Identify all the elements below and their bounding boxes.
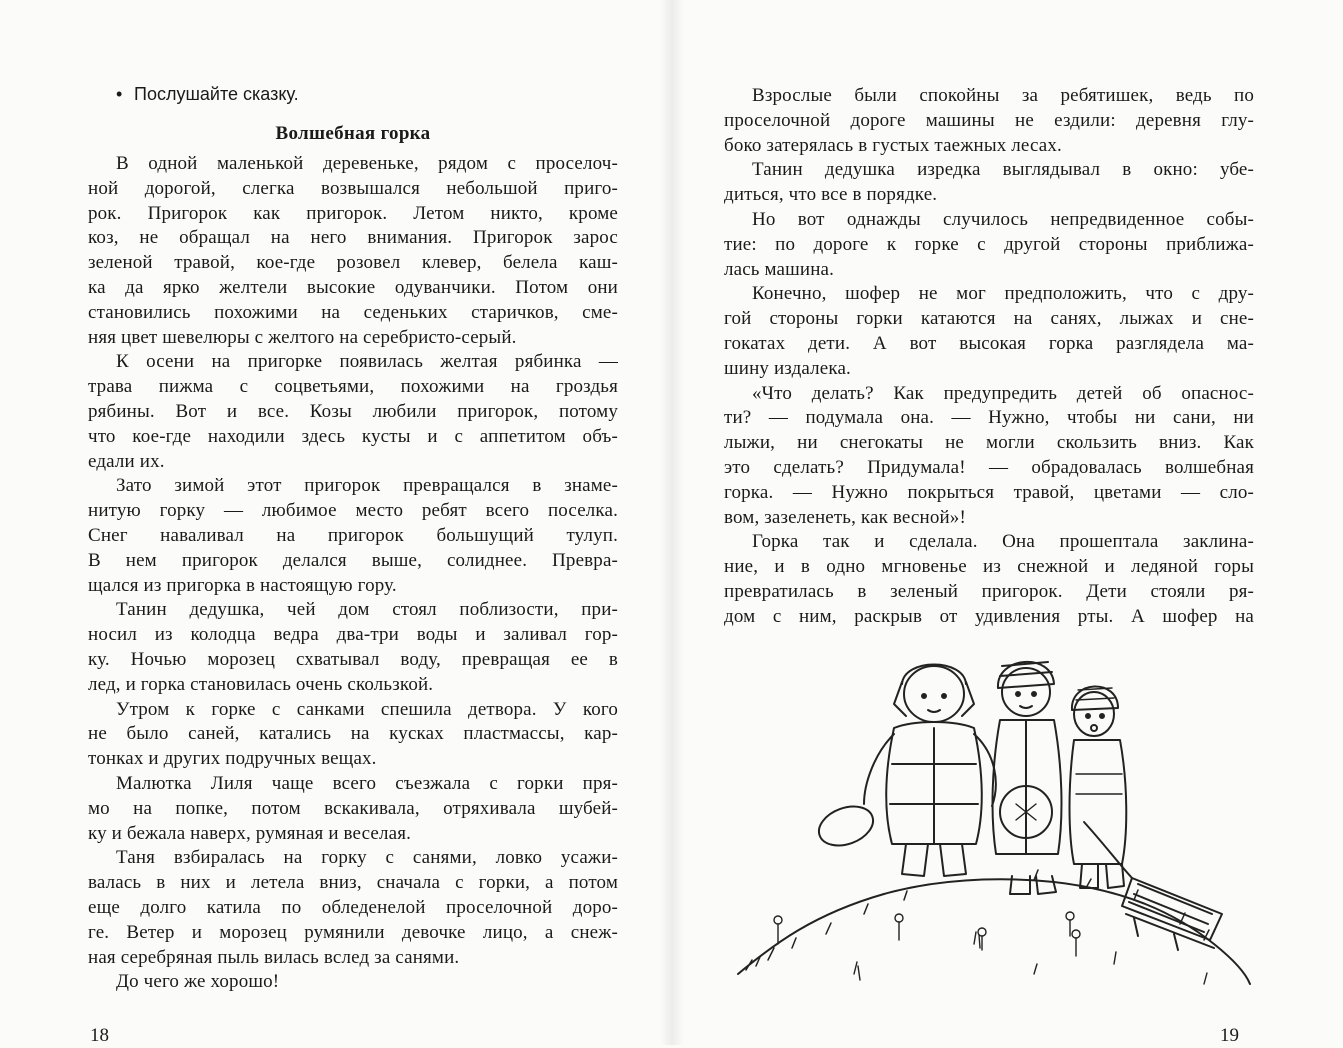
- text-line: мо на попке, потом вскакивала, отряхивала шубей-: [88, 797, 618, 819]
- story-title: Волшебная горка: [275, 123, 431, 144]
- text-line: ти? — подумала она. — Нужно, чтобы ни сани, ни: [724, 407, 1254, 429]
- text-line: «Что делать? Как предупредить детей об опаснос-: [752, 382, 1254, 404]
- text-line: Зато зимой этот пригорок превращался в знаме-: [116, 475, 618, 497]
- instruction-line: [116, 82, 299, 106]
- bullet-icon: •: [116, 84, 123, 104]
- text-line: еще долго катила по обледенелой проселочной доро-: [88, 896, 618, 918]
- text-line: тонках и других подручных вещах.: [88, 748, 377, 770]
- story-text-right: [724, 84, 1254, 630]
- text-line: что кое-где находили здесь кусты и с аппетитом объ-: [88, 425, 618, 447]
- text-line: носил из колодца ведра два-три воды и заливал гор-: [88, 624, 618, 646]
- text-line: диться, что все в порядке.: [724, 184, 938, 206]
- text-line: Горка так и сделала. Она прошептала заклина-: [752, 531, 1254, 553]
- text-line: превратилась в зеленый пригорок. Дети стояли ря-: [724, 580, 1254, 602]
- text-line: До чего же хорошо!: [116, 971, 280, 993]
- child-left: [814, 665, 996, 877]
- text-line: не было саней, катались на кусках пластмассы, кар-: [88, 723, 618, 745]
- text-line: вом, зазеленеть, как весной»!: [724, 506, 966, 528]
- text-line: В одной маленькой деревеньке, рядом с проселоч-: [116, 153, 618, 174]
- text-line: лед, и горка становилась очень скользкой.: [88, 673, 434, 695]
- text-line: коз, не обращал на него внимания. Пригорок зарос: [88, 227, 618, 249]
- text-line: рок. Пригорок как пригорок. Летом никто, кроме: [88, 202, 618, 224]
- text-line: ку. Ночью морозец схватывал воду, превращая ее в: [88, 648, 618, 670]
- text-line: это сделать? Придумала! — обрадовалась волшебная: [724, 456, 1254, 478]
- text-line: рябины. Вот и все. Козы любили пригорок, потому: [88, 400, 618, 422]
- page-right: [724, 0, 1254, 1045]
- text-line: Но вот однажды случилось непредвиденное собы-: [752, 208, 1254, 230]
- text-line: боко затерялась в густых таежных лесах.: [724, 134, 1062, 156]
- text-line: ге. Ветер и морозец румянили девочке лицо, а снеж-: [88, 921, 618, 943]
- text-line: Танин дедушка изредка выглядывал в окно: убе-: [752, 159, 1254, 181]
- text-line: шину издалека.: [724, 357, 851, 379]
- text-line: К осени на пригорке появилась желтая рябинка —: [116, 351, 618, 373]
- text-line: трава пижма с соцветьями, похожими на гроздья: [88, 376, 618, 398]
- text-line: ная серебряная пыль вилась вслед за санями.: [88, 946, 460, 968]
- text-line: лась машина.: [724, 258, 835, 280]
- instruction-text: Послушайте сказку.: [134, 84, 299, 104]
- text-line: Танин дедушка, чей дом стоял поблизости, при-: [116, 599, 618, 621]
- text-line: гой стороны горки катаются на санях, лыжах и сне-: [724, 308, 1254, 330]
- text-line: нитую горку — любимое место ребят всего поселка.: [88, 500, 618, 522]
- text-line: ние, и в одно мгновенье из снежной и ледяной горы: [724, 556, 1254, 578]
- text-line: няя цвет шевелюры с желтого на серебристо-серый.: [88, 326, 517, 348]
- text-line: Взрослые были спокойны за ребятишек, ведь по: [752, 85, 1254, 106]
- page-left: [88, 0, 618, 1045]
- text-line: гокатах дети. А вот высокая горка разглядела ма-: [724, 332, 1254, 354]
- story-text-left: [88, 152, 618, 995]
- book-gutter: [660, 0, 684, 1045]
- text-line: Снег наваливал на пригорок большущий тулуп.: [88, 524, 618, 546]
- text-line: становились похожими на седеньких старичков, сме-: [88, 301, 618, 323]
- text-line: В нем пригорок делался выше, солиднее. Превра-: [88, 549, 618, 571]
- text-line: лыжи, ни снегокаты не могли скользить вниз. Как: [724, 432, 1254, 454]
- text-line: тие: по дороге к горке с другой стороны приближа-: [724, 233, 1254, 255]
- child-right: [1070, 686, 1127, 888]
- text-line: проселочной дороге машины не ездили: деревня глу-: [724, 109, 1254, 131]
- text-line: валась в них и летела вниз, сначала с горки, а потом: [88, 872, 618, 894]
- child-middle: [993, 662, 1062, 894]
- text-line: едали их.: [88, 450, 165, 472]
- text-line: Малютка Лиля чаще всего съезжала с горки пря-: [116, 772, 618, 794]
- text-line: ку и бежала наверх, румяная и веселая.: [88, 822, 412, 844]
- text-line: зеленой травой, кое-где розовел клевер, белела каш-: [88, 252, 618, 274]
- page-number-right: 19: [1220, 1025, 1239, 1046]
- text-line: ка да ярко желтели высокие одуванчики. Потом они: [88, 276, 618, 298]
- text-line: щался из пригорка в настоящую гору.: [88, 574, 397, 596]
- text-line: Таня взбиралась на горку с санями, ловко усажи-: [116, 847, 618, 869]
- text-line: Утром к горке с санками спешила детвора. У кого: [116, 698, 618, 720]
- sled-icon: [1084, 822, 1222, 950]
- text-line: Конечно, шофер не мог предположить, что с дру-: [752, 283, 1254, 305]
- page-number-left: 18: [90, 1025, 109, 1046]
- text-line: дом с ним, раскрыв от удивления рты. А шофер на: [724, 605, 1254, 627]
- children-on-hill-illustration: [734, 644, 1254, 1014]
- text-line: ной дорогой, слегка возвышался небольшой приго-: [88, 177, 618, 199]
- text-line: горка. — Нужно покрыться травой, цветами — сло-: [724, 481, 1254, 503]
